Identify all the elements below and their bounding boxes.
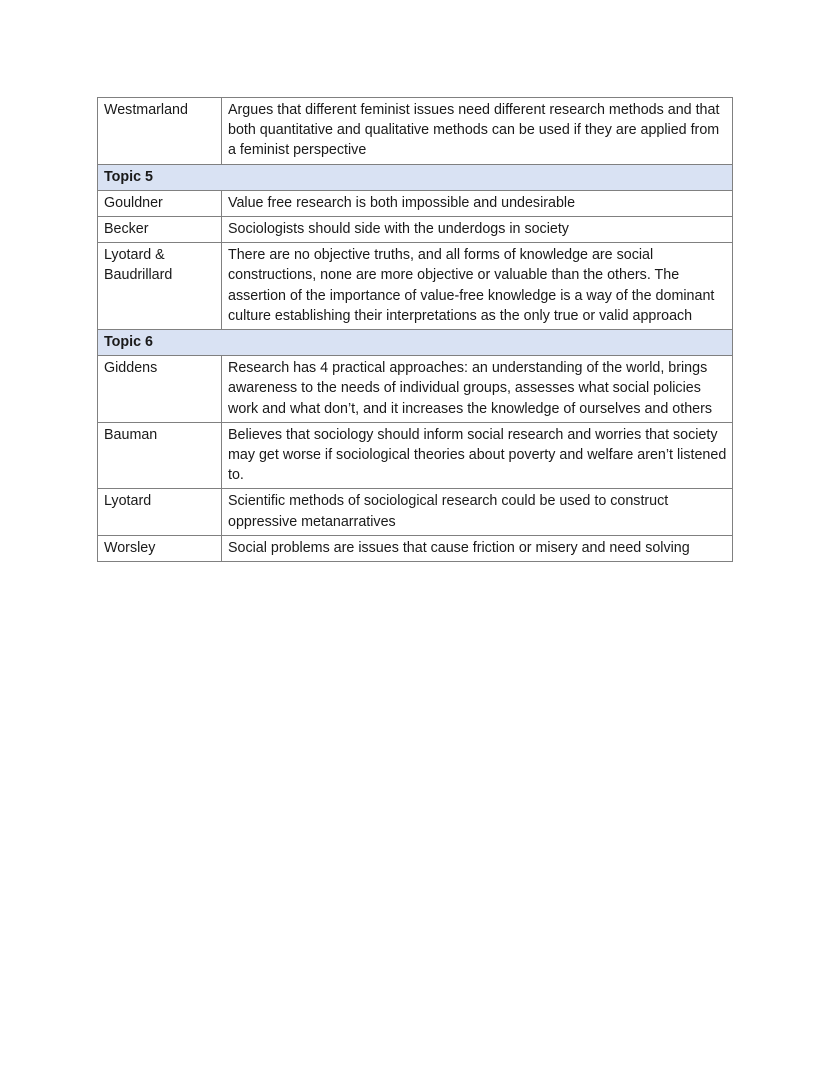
topic-header-row (98, 330, 733, 356)
cell-theorist-name: Bauman (98, 422, 222, 489)
cell-theorist-description: Scientific methods of sociological research could be used to construct oppressive metanarratives (222, 489, 733, 535)
topic-header-row (98, 164, 733, 190)
cell-theorist-description: Social problems are issues that cause friction or misery and need solving (222, 535, 733, 561)
table-row (98, 190, 733, 216)
cell-theorist-name: Worsley (98, 535, 222, 561)
table-row (98, 422, 733, 489)
cell-theorist-description: Argues that different feminist issues need different research methods and that both quantitative and qualitative methods can be used if they are applied from a feminist perspective (222, 98, 733, 165)
cell-theorist-description: Research has 4 practical approaches: an understanding of the world, brings awareness to the needs of individual groups, assesses what social policies work and what don’t, and it increases the knowledge of ourselves and others (222, 356, 733, 423)
table-row (98, 356, 733, 423)
table-row (98, 489, 733, 535)
cell-theorist-description: There are no objective truths, and all forms of knowledge are social constructions, none are more objective or valuable than the others. The assertion of the importance of value-free knowledge is a way of the dominant culture establishing their interpretations as the only true or valid approach (222, 243, 733, 330)
topic-header-label: Topic 6 (98, 330, 733, 356)
table-row (98, 217, 733, 243)
cell-theorist-description: Believes that sociology should inform social research and worries that society may get worse if sociological theories about poverty and welfare aren’t listened to. (222, 422, 733, 489)
table-row (98, 243, 733, 330)
cell-theorist-name: Becker (98, 217, 222, 243)
cell-theorist-name: Gouldner (98, 190, 222, 216)
table-row (98, 535, 733, 561)
cell-theorist-name: Lyotard (98, 489, 222, 535)
revision-table (97, 97, 733, 562)
cell-theorist-description: Value free research is both impossible and undesirable (222, 190, 733, 216)
topic-header-label: Topic 5 (98, 164, 733, 190)
cell-theorist-name: Giddens (98, 356, 222, 423)
cell-theorist-name: Westmarland (98, 98, 222, 165)
table-row (98, 98, 733, 165)
cell-theorist-description: Sociologists should side with the underdogs in society (222, 217, 733, 243)
revision-table-body (98, 98, 733, 562)
cell-theorist-name: Lyotard & Baudrillard (98, 243, 222, 330)
